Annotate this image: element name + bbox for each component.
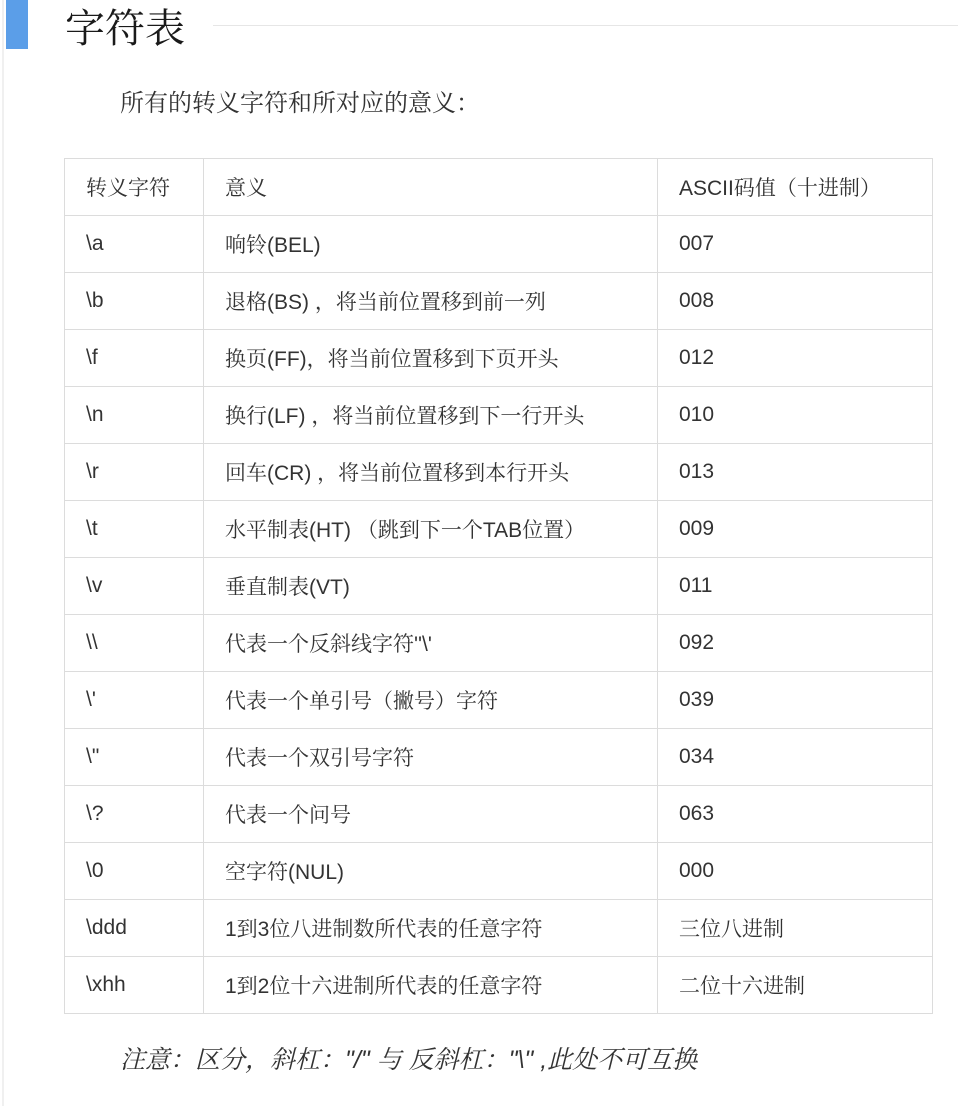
ascii-value-cell: 034 (658, 729, 933, 786)
table-row (65, 729, 933, 786)
ascii-value-cell: 013 (658, 444, 933, 501)
table-row (65, 615, 933, 672)
escape-char-cell: \b (65, 273, 204, 330)
ascii-value-cell: 000 (658, 843, 933, 900)
meaning-cell: 垂直制表(VT) (204, 558, 658, 615)
meaning-cell: 退格(BS) ，将当前位置移到前一列 (204, 273, 658, 330)
meaning-cell: 换行(LF) ，将当前位置移到下一行开头 (204, 387, 658, 444)
heading-divider (213, 25, 958, 26)
escape-char-cell: \v (65, 558, 204, 615)
table-row (65, 216, 933, 273)
escape-char-cell: \\ (65, 615, 204, 672)
header-escape-char: 转义字符 (65, 159, 204, 216)
table-row (65, 957, 933, 1014)
heading-accent-bar (6, 0, 28, 49)
ascii-value-cell: 012 (658, 330, 933, 387)
header-meaning: 意义 (204, 159, 658, 216)
escape-char-cell: \a (65, 216, 204, 273)
meaning-cell: 响铃(BEL) (204, 216, 658, 273)
ascii-value-cell: 010 (658, 387, 933, 444)
escape-char-cell: \' (65, 672, 204, 729)
ascii-value-cell: 二位十六进制 (658, 957, 933, 1014)
meaning-cell: 代表一个问号 (204, 786, 658, 843)
escape-char-cell: \r (65, 444, 204, 501)
meaning-cell: 代表一个双引号字符 (204, 729, 658, 786)
ascii-value-cell: 三位八进制 (658, 900, 933, 957)
meaning-cell: 换页(FF)，将当前位置移到下页开头 (204, 330, 658, 387)
escape-char-cell: \n (65, 387, 204, 444)
page-left-border (2, 0, 4, 1106)
table-row (65, 786, 933, 843)
table-row (65, 444, 933, 501)
meaning-cell: 回车(CR) ，将当前位置移到本行开头 (204, 444, 658, 501)
ascii-value-cell: 011 (658, 558, 933, 615)
table-row (65, 330, 933, 387)
meaning-cell: 1到3位八进制数所代表的任意字符 (204, 900, 658, 957)
ascii-value-cell: 008 (658, 273, 933, 330)
table-row (65, 501, 933, 558)
escape-char-cell: \f (65, 330, 204, 387)
table-header-row (65, 159, 933, 216)
table-row (65, 387, 933, 444)
intro-text: 所有的转义字符和所对应的意义： (120, 90, 480, 117)
table-row (65, 273, 933, 330)
escape-char-cell: \ddd (65, 900, 204, 957)
escape-char-cell: \0 (65, 843, 204, 900)
meaning-cell: 代表一个反斜线字符''\' (204, 615, 658, 672)
header-ascii-value: ASCII码值（十进制） (658, 159, 933, 216)
page-title: 字符表 (65, 7, 185, 51)
ascii-value-cell: 063 (658, 786, 933, 843)
meaning-cell: 代表一个单引号（撇号）字符 (204, 672, 658, 729)
table-row (65, 843, 933, 900)
ascii-value-cell: 007 (658, 216, 933, 273)
escape-char-cell: \xhh (65, 957, 204, 1014)
ascii-value-cell: 009 (658, 501, 933, 558)
note-text: 注意：区分，斜杠："/" 与 反斜杠："\" ,此处不可互换 (120, 1046, 698, 1074)
meaning-cell: 水平制表(HT) （跳到下一个TAB位置） (204, 501, 658, 558)
escape-character-table (64, 158, 933, 1014)
table-row (65, 558, 933, 615)
ascii-value-cell: 039 (658, 672, 933, 729)
escape-char-cell: \t (65, 501, 204, 558)
ascii-value-cell: 092 (658, 615, 933, 672)
table-row (65, 900, 933, 957)
meaning-cell: 1到2位十六进制所代表的任意字符 (204, 957, 658, 1014)
escape-char-cell: \? (65, 786, 204, 843)
escape-char-cell: \" (65, 729, 204, 786)
meaning-cell: 空字符(NUL) (204, 843, 658, 900)
table-row (65, 672, 933, 729)
